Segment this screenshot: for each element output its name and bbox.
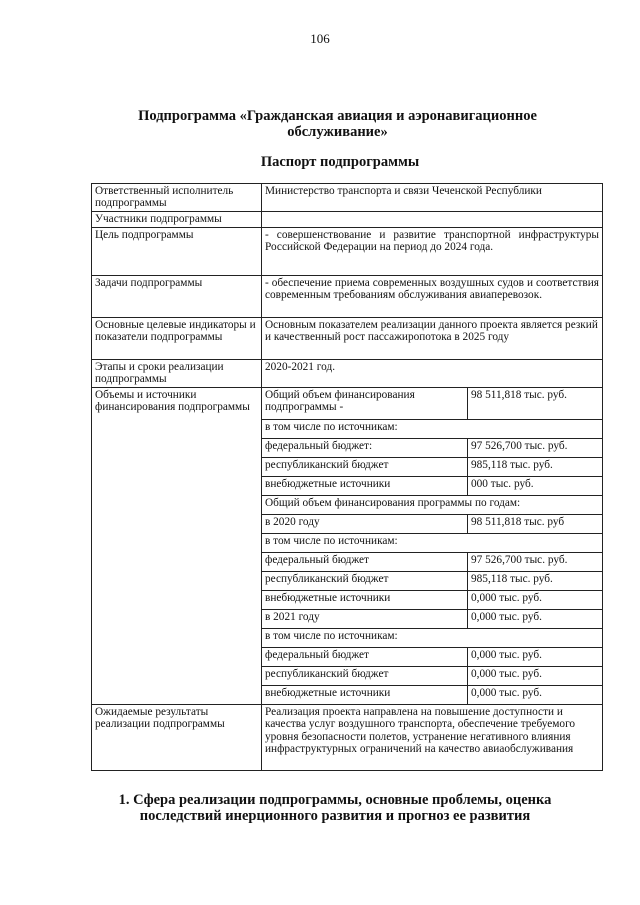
table-row — [92, 388, 603, 705]
funding-label: в 2021 году — [262, 610, 468, 629]
table-row — [262, 388, 602, 420]
row-label: Задачи подпрограммы — [92, 276, 262, 318]
funding-label: республиканский бюджет — [262, 667, 468, 686]
funding-value: 0,000 тыс. руб. — [468, 686, 603, 705]
funding-value: 98 511,818 тыс. руб — [468, 515, 603, 534]
row-value: Основным показателем реализации данного проекта является резкий и качественный рост пассажиропотока в 2025 году — [262, 318, 603, 360]
table-row — [262, 534, 602, 553]
row-label: Ответственный исполнитель подпрограммы — [92, 184, 262, 212]
funding-label: республиканский бюджет — [262, 572, 468, 591]
row-value: - обеспечение приема современных воздушных судов и соответствия современным требованиям обслуживания авиаперевозок. — [262, 276, 603, 318]
funding-subheading: в том числе по источникам: — [262, 534, 602, 553]
table-row — [92, 276, 603, 318]
row-value: - совершенствование и развитие транспортной инфраструктуры Российской Федерации на период до 2024 года. — [262, 228, 603, 276]
subprogram-title: Подпрограмма «Гражданская авиация и аэронавигационное обслуживание» — [138, 108, 537, 140]
row-label: Ожидаемые результаты реализации подпрограммы — [92, 705, 262, 771]
funding-label: федеральный бюджет — [262, 553, 468, 572]
table-row — [262, 629, 602, 648]
funding-value: 0,000 тыс. руб. — [468, 591, 603, 610]
table-row — [262, 477, 602, 496]
table-row — [262, 496, 602, 515]
table-row — [92, 705, 603, 771]
funding-value: 0,000 тыс. руб. — [468, 610, 603, 629]
funding-subheading: Общий объем финансирования программы по годам: — [262, 496, 602, 515]
table-row — [262, 686, 602, 705]
row-value: Министерство транспорта и связи Чеченской Республики — [262, 184, 603, 212]
table-row — [262, 515, 602, 534]
funding-label: внебюджетные источники — [262, 477, 468, 496]
funding-value: 0,000 тыс. руб. — [468, 648, 603, 667]
row-label: Цель подпрограммы — [92, 228, 262, 276]
funding-label: федеральный бюджет — [262, 648, 468, 667]
funding-label: внебюджетные источники — [265, 687, 391, 699]
row-label: Объемы и источники финансирования подпрограммы — [92, 388, 262, 705]
funding-label: Общий объем финансирования подпрограммы - — [262, 388, 468, 420]
passport-table — [91, 183, 603, 771]
funding-subheading: в том числе по источникам: — [262, 629, 602, 648]
passport-heading: Паспорт подпрограммы — [260, 154, 420, 170]
funding-subheading: в том числе по источникам: — [262, 420, 602, 439]
table-row — [262, 458, 602, 477]
table-row — [92, 228, 603, 276]
table-row — [92, 318, 603, 360]
funding-label: республиканский бюджет — [262, 458, 468, 477]
funding-table — [262, 388, 602, 704]
section-heading: 1. Сфера реализации подпрограммы, основные проблемы, оценка последствий инерционного развития и прогноз ее развития — [118, 792, 552, 824]
funding-value: 000 тыс. руб. — [468, 477, 603, 496]
row-value: Реализация проекта направлена на повышение доступности и качества услуг воздушного транспорта, обеспечение требуемого уровня безопасности полетов, устранение негативного влияния инфраструктурных ограничений на качество авиаобслуживания — [262, 705, 603, 771]
table-row — [92, 184, 603, 212]
table-row — [262, 648, 602, 667]
table-row — [262, 553, 602, 572]
table-row — [262, 572, 602, 591]
page-number: 106 — [310, 31, 330, 46]
table-row — [262, 591, 602, 610]
funding-value: 985,118 тыс. руб. — [468, 458, 603, 477]
row-label: Этапы и сроки реализации подпрограммы — [92, 360, 262, 388]
funding-label: федеральный бюджет: — [262, 439, 468, 458]
table-row — [262, 439, 602, 458]
row-label: Основные целевые индикаторы и показатели подпрограммы — [92, 318, 262, 360]
funding-value: 97 526,700 тыс. руб. — [468, 439, 603, 458]
funding-value: 0,000 тыс. руб. — [468, 667, 603, 686]
table-row — [262, 667, 602, 686]
row-value: 2020-2021 год. — [262, 360, 603, 388]
funding-value: 985,118 тыс. руб. — [468, 572, 603, 591]
funding-details — [262, 388, 603, 705]
table-row — [262, 610, 602, 629]
funding-label: в 2020 году — [262, 515, 468, 534]
row-label: Участники подпрограммы — [92, 212, 262, 228]
table-row — [92, 360, 603, 388]
funding-value: 97 526,700 тыс. руб. — [468, 553, 603, 572]
funding-value: 98 511,818 тыс. руб. — [468, 388, 603, 420]
row-value — [262, 212, 603, 228]
table-row — [262, 420, 602, 439]
funding-label: внебюджетные источники — [262, 591, 468, 610]
table-row — [92, 212, 603, 228]
